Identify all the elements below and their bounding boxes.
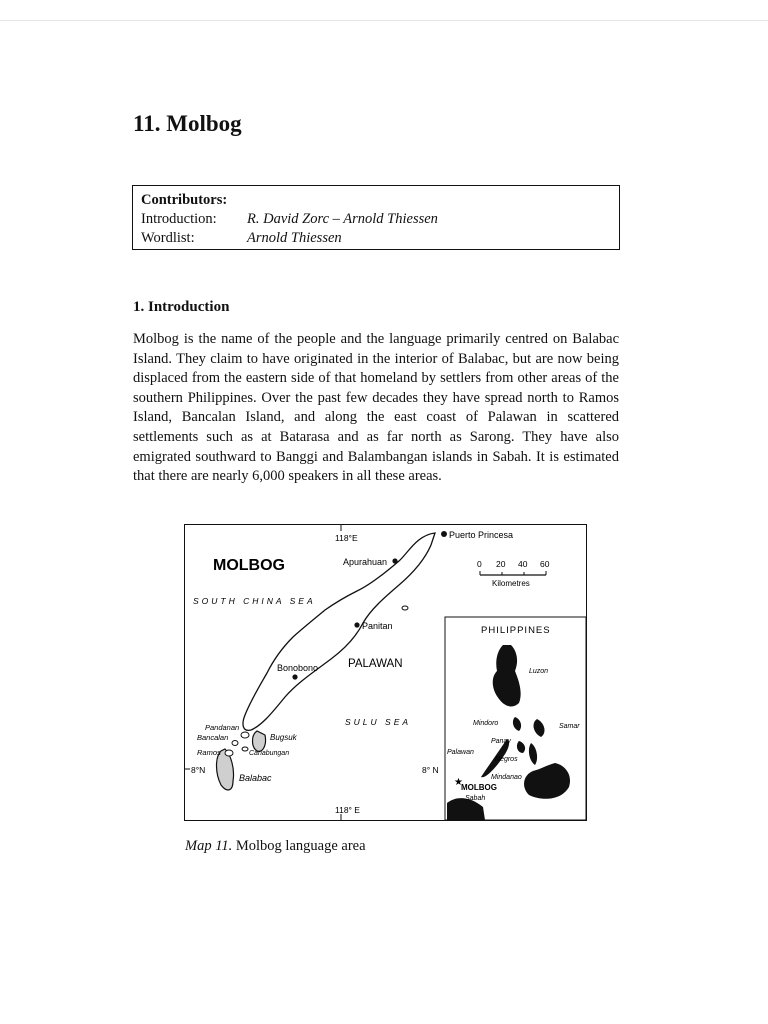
inset-label-mindanao: Mindanao [491,774,522,781]
latitude-left-label: 8°N [191,765,206,775]
inset-label-molbog: MOLBOG [461,783,497,792]
intro-paragraph: Molbog is the name of the people and the language primarily centred on Balabac Island. They claim to have originated in the interior of Balabac, but are now being displaced from the eastern side of that homeland by settlers from other areas of the southern Philippines. Over the past few decades they have spread north to Ramos Island, Bancalan Island, and along the east coast of Palawan in scattered settlements such as at Batarasa and as far north as Sarong. They have also emigrated southward to Banggi and Balambangan islands in Sabah. It is estimated that there are nearly 6,000 speakers in all these areas. [133,331,619,485]
bonobono-dot [292,674,297,679]
panitan-label: Panitan [362,621,393,631]
scale-unit-label: Kilometres [492,579,530,588]
bugsuk-label: Bugsuk [270,733,297,742]
canabungan-label: Canabungan [249,750,290,757]
section-heading: 1. Introduction [133,299,230,315]
apurahuan-label: Apurahuan [343,557,388,567]
pandanan-island [241,732,249,738]
bugsuk-island [253,731,266,751]
longitude-top-label: 118°E [335,533,358,543]
inset-label-luzon: Luzon [529,668,549,675]
molbog-star-icon: ★ [454,777,463,788]
contributor-role: Wordlist: [141,230,195,246]
scale-tick-label: 60 [540,559,550,569]
bonobono-label: Bonobono [277,663,319,673]
chapter-title: 11. Molbog [133,111,242,136]
inset-label-negros: Negros [495,756,518,763]
contributors-box [132,185,620,250]
scale-tick-label: 20 [496,559,506,569]
map-drawing [185,525,586,820]
inset-label-sabah: Sabah [465,795,486,802]
map-caption [185,838,366,855]
map-caption-text: Molbog language area [235,838,366,854]
contributor-row-introduction [141,210,611,229]
inset-label-panay: Panay [491,738,511,745]
puerto-princesa-label: Puerto Princesa [449,530,514,540]
ramos-label: Ramos [197,748,221,757]
map-caption-label: Map 11. [185,838,233,854]
bancalan-island [232,741,238,746]
sea-west-label: SOUTH CHINA SEA [193,596,316,606]
canabungan-island [242,747,248,751]
contributor-role: Introduction: [141,211,217,227]
molbog-map [184,524,587,821]
scale-tick-label: 40 [518,559,528,569]
contributor-row-wordlist [141,229,611,248]
balabac-label: Balabac [239,773,272,783]
pandanan-label: Pandanan [205,723,240,732]
scale-tick-label: 0 [477,559,482,569]
latitude-right-label: 8° N [422,765,439,775]
inset-label-mindoro: Mindoro [473,720,499,727]
contributor-names: R. David Zorc – Arnold Thiessen [247,211,438,227]
contributor-names: Arnold Thiessen [247,230,342,246]
small-island [402,606,408,610]
apurahuan-dot [392,558,397,563]
map-title: MOLBOG [213,557,285,574]
inset-label-samar: Samar [559,723,580,730]
contributors-heading: Contributors: [141,192,228,208]
sea-east-label: SULU SEA [345,717,412,727]
longitude-bottom-label: 118° E [335,805,360,815]
panitan-dot [354,622,359,627]
palawan-label: PALAWAN [348,658,403,670]
puerto-princesa-dot [441,531,447,537]
top-rule [0,20,768,21]
ramos-island [225,750,233,756]
bancalan-label: Bancalan [197,733,229,742]
inset-title: PHILIPPINES [481,625,551,636]
inset-label-palawan: Palawan [447,749,474,756]
